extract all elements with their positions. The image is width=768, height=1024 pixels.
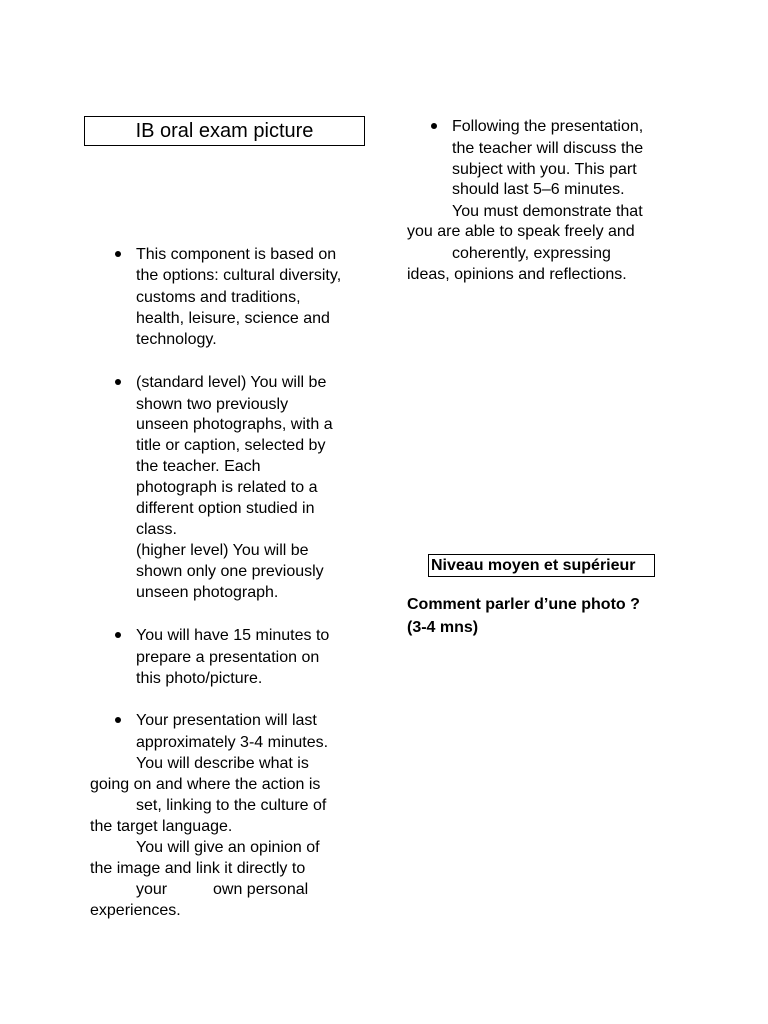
list-item-line: the options: cultural diversity,	[136, 267, 342, 284]
list-item-line: You will have 15 minutes to	[136, 627, 330, 644]
bullet-icon	[115, 251, 121, 257]
list-item-line: set, linking to the culture of	[136, 797, 327, 814]
list-item-line: unseen photograph.	[136, 584, 279, 601]
list-item-line: different option studied in	[136, 500, 315, 517]
list-item-line: approximately 3-4 minutes.	[136, 734, 329, 751]
list-item-line: ideas, opinions and reflections.	[407, 266, 627, 283]
list-item-line: the teacher. Each	[136, 458, 261, 475]
list-item-line: subject with you. This part	[452, 161, 637, 178]
list-item-line: This component is based on	[136, 246, 337, 263]
bullet-icon	[115, 379, 121, 385]
list-item-line: going on and where the action is	[90, 776, 321, 793]
list-item-line: title or caption, selected by	[136, 437, 326, 454]
list-item-line: this photo/picture.	[136, 670, 263, 687]
list-item-line: Following the presentation,	[452, 118, 644, 135]
list-item-line: experiences.	[90, 902, 181, 919]
list-item-line: (standard level) You will be	[136, 374, 327, 391]
list-item-line: Your presentation will last	[136, 712, 317, 729]
section-heading: Comment parler d’une photo ?	[407, 596, 640, 613]
list-item-line: your	[136, 881, 168, 898]
list-item-line: the image and link it directly to	[90, 860, 306, 877]
list-item-line: photograph is related to a	[136, 479, 318, 496]
page-title: IB oral exam picture	[84, 116, 365, 146]
list-item-line: the teacher will discuss the	[452, 140, 644, 157]
list-item-line: You will give an opinion of	[136, 839, 320, 856]
list-item-line: You will describe what is	[136, 755, 309, 772]
list-item-line: should last 5–6 minutes.	[452, 181, 625, 198]
list-item-line: prepare a presentation on	[136, 649, 320, 666]
list-item-line: coherently, expressing	[452, 245, 611, 262]
list-item-line: health, leisure, science and	[136, 310, 330, 327]
list-item-line: class.	[136, 521, 177, 538]
list-item-line: unseen photographs, with a	[136, 416, 333, 433]
list-item-line: own personal	[213, 881, 309, 898]
section-subheading: (3-4 mns)	[407, 619, 479, 636]
bullet-icon	[115, 632, 121, 638]
list-item-line: customs and traditions,	[136, 289, 301, 306]
level-heading: Niveau moyen et supérieur	[428, 554, 655, 577]
bullet-icon	[115, 717, 121, 723]
list-item-line: You must demonstrate that	[452, 203, 643, 220]
list-item-line: shown two previously	[136, 396, 289, 413]
list-item-line: shown only one previously	[136, 563, 324, 580]
list-item-line: the target language.	[90, 818, 233, 835]
list-item-line: you are able to speak freely and	[407, 223, 635, 240]
list-item-line: technology.	[136, 331, 217, 348]
bullet-icon	[431, 123, 437, 129]
list-item-line: (higher level) You will be	[136, 542, 309, 559]
